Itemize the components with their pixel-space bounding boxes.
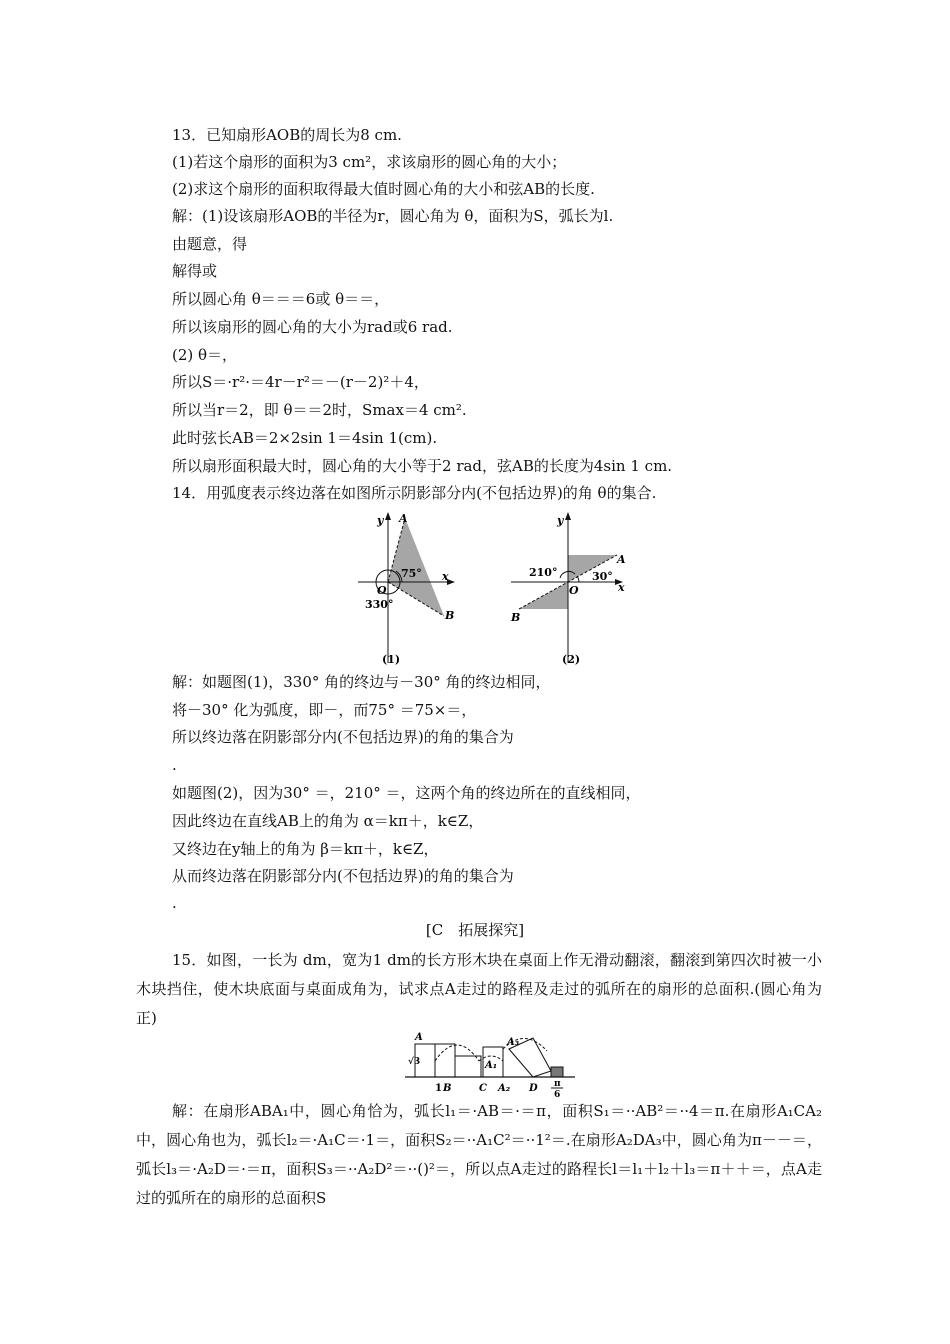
fig15-sqrt3-label: √3 bbox=[408, 1057, 421, 1067]
solution-13-line6: (2) θ＝， bbox=[172, 346, 238, 364]
solution-14-line7: 又终边在y轴上的角为 β＝kπ＋，k∈Z， bbox=[172, 840, 439, 858]
solution-13-line3: 解得或 bbox=[172, 262, 218, 280]
fig2-y-label: y bbox=[557, 514, 564, 527]
solution-14-line6: 因此终边在直线AB上的角为 α＝kπ＋，k∈Z， bbox=[172, 812, 484, 830]
fig2-x-label: x bbox=[618, 581, 625, 594]
solution-13-line8: 所以当r＝2，即 θ＝＝2时，Smax＝4 cm². bbox=[172, 401, 467, 419]
solution-14-line5: 如题图(2)，因为30° ＝，210° ＝，这两个角的终边所在的直线相同， bbox=[172, 784, 641, 802]
solution-14-line2: 将－30° 化为弧度，即－，而75° ＝75×＝， bbox=[172, 701, 477, 719]
fig2-o-label: O bbox=[569, 584, 579, 597]
solution-13-line7: 所以S＝·r²·＝4r－r²＝－(r－2)²＋4， bbox=[172, 373, 429, 391]
figure-14-2 bbox=[505, 508, 630, 666]
fig2-a-label: A bbox=[617, 553, 626, 566]
figure-15 bbox=[405, 1031, 585, 1097]
section-c-heading: [C 拓展探究] bbox=[425, 921, 525, 939]
problem-13-part1: (1)若这个扇形的面积为3 cm²，求该扇形的圆心角的大小； bbox=[172, 153, 567, 171]
solution-13-line10: 所以扇形面积最大时，圆心角的大小等于2 rad，弦AB的长度为4sin 1 cm. bbox=[172, 457, 673, 475]
solution-13-line5: 所以该扇形的圆心角的大小为rad或6 rad. bbox=[172, 318, 453, 336]
fig1-b-label: B bbox=[445, 609, 455, 622]
fig15-b-label: B bbox=[443, 1083, 452, 1094]
problem-13-question: 13．已知扇形AOB的周长为8 cm. bbox=[172, 126, 402, 144]
solution-13-line4: 所以圆心角 θ＝＝＝6或 θ＝＝， bbox=[172, 290, 390, 308]
fig1-y-label: y bbox=[377, 514, 384, 527]
solution-14-line8: 从而终边落在阴影部分内(不包括边界)的角的集合为 bbox=[172, 867, 514, 885]
solution-14-line4: . bbox=[172, 756, 177, 774]
solution-13-line1: 解：(1)设该扇形AOB的半径为r，圆心角为 θ，面积为S，弧长为l. bbox=[172, 207, 614, 225]
solution-13-line9: 此时弦长AB＝2×2sin 1＝4sin 1(cm). bbox=[172, 429, 438, 447]
fig15-a2-label: A₂ bbox=[498, 1083, 511, 1094]
solution-15: 解：在扇形ABA₁中，圆心角恰为，弧长l₁＝·AB＝·＝π，面积S₁＝··AB²＝··4＝π.在扇形A₁CA₂中，圆心角也为，弧长l₂＝·A₁C＝·1＝，面积S₂＝··A₁C²＝··1²＝.在扇形A₂DA₃中，圆心角为π－－＝，弧长l₃＝·A₂D＝·＝π，面积S₃＝··A₂D²＝··()²＝，所以点A走过的路程长l＝l₁＋l₂＋l₃＝π＋＋＝，点A走过的弧所在的扇形的总面积S bbox=[136, 1102, 822, 1207]
fig1-angle-330: 330° bbox=[365, 598, 394, 611]
fig2-b-label: B bbox=[511, 611, 521, 624]
solution-13-line2: 由题意，得 bbox=[172, 235, 248, 253]
fig1-angle-75: 75° bbox=[401, 567, 422, 580]
fig15-c-label: C bbox=[479, 1083, 487, 1094]
figure-14-1 bbox=[355, 508, 465, 666]
fig15-six-label: 6 bbox=[554, 1090, 561, 1097]
problem-13-part2: (2)求这个扇形的面积取得最大值时圆心角的大小和弦AB的长度. bbox=[172, 180, 595, 198]
fig2-caption: (2) bbox=[562, 653, 581, 666]
fig1-a-label: A bbox=[399, 512, 408, 525]
solution-14-line1: 解：如题图(1)，330° 角的终边与－30° 角的终边相同， bbox=[172, 673, 551, 691]
fig15-a3-label: A₃ bbox=[507, 1037, 520, 1048]
fig15-pi-label: π bbox=[554, 1079, 561, 1089]
fig15-d-label: D bbox=[529, 1083, 538, 1094]
problem-15-question: 15．如图，一长为 dm，宽为1 dm的长方形木块在桌面上作无滑动翻滚，翻滚到第四次时被一小木块挡住，使木块底面与桌面成角为，试求点A走过的路程及走过的弧所在的扇形的总面积.(圆心角为正) bbox=[136, 951, 822, 1027]
fig1-o-label: O bbox=[377, 584, 387, 597]
fig15-one-label: 1 bbox=[435, 1083, 442, 1094]
solution-14-line3: 所以终边落在阴影部分内(不包括边界)的角的集合为 bbox=[172, 728, 514, 746]
fig15-a1-label: A₁ bbox=[485, 1060, 498, 1071]
fig1-caption: (1) bbox=[382, 653, 401, 666]
fig2-angle-210: 210° bbox=[529, 566, 558, 579]
fig15-a-label: A bbox=[415, 1032, 423, 1043]
fig2-angle-30: 30° bbox=[592, 570, 613, 583]
problem-14-question: 14．用弧度表示终边落在如图所示阴影部分内(不包括边界)的角 θ的集合. bbox=[172, 484, 657, 502]
solution-14-line9: . bbox=[172, 894, 177, 912]
fig1-x-label: x bbox=[442, 570, 449, 583]
